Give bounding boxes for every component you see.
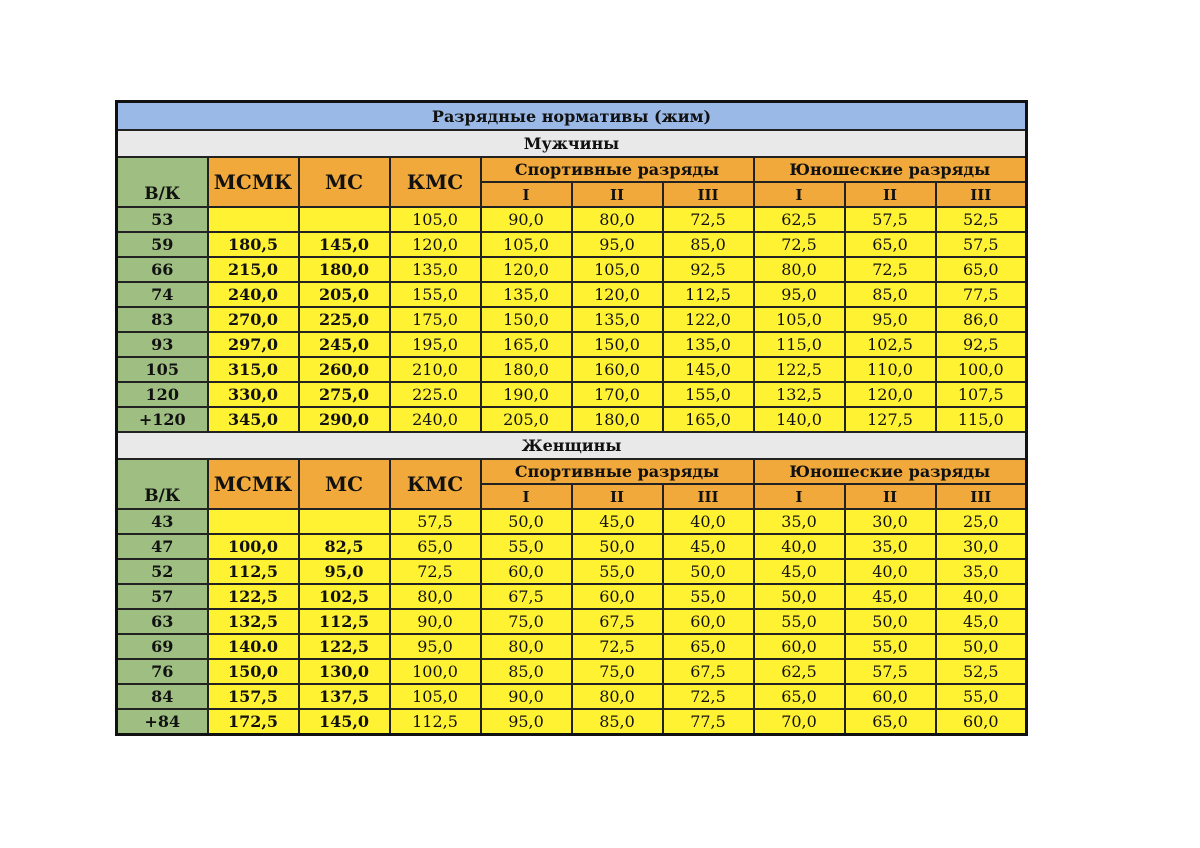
youth-rank-cell: 52,5 xyxy=(936,207,1027,232)
section-label: Женщины xyxy=(117,432,1027,459)
table-row xyxy=(117,382,1027,407)
sport-rank-cell: 105,0 xyxy=(572,257,663,282)
sport-rank-cell: 170,0 xyxy=(572,382,663,407)
sport-rank-cell: 72,5 xyxy=(663,207,754,232)
sport-rank-cell: 135,0 xyxy=(481,282,572,307)
msmk-cell: 270,0 xyxy=(208,307,299,332)
header-youth-rank-r3: III xyxy=(936,484,1027,509)
header-youth-ranks: Юношеские разряды xyxy=(754,459,1027,484)
weight-class-cell: 69 xyxy=(117,634,208,659)
header-weight-class: В/К xyxy=(117,459,208,509)
youth-rank-cell: 55,0 xyxy=(845,634,936,659)
youth-rank-cell: 122,5 xyxy=(754,357,845,382)
msmk-cell: 315,0 xyxy=(208,357,299,382)
header-youth-ranks: Юношеские разряды xyxy=(754,157,1027,182)
sport-rank-cell: 55,0 xyxy=(572,559,663,584)
ms-cell: 95,0 xyxy=(299,559,390,584)
youth-rank-cell: 100,0 xyxy=(936,357,1027,382)
weight-class-cell: +120 xyxy=(117,407,208,432)
youth-rank-cell: 115,0 xyxy=(754,332,845,357)
ms-cell: 245,0 xyxy=(299,332,390,357)
sport-rank-cell: 160,0 xyxy=(572,357,663,382)
youth-rank-cell: 25,0 xyxy=(936,509,1027,534)
sport-rank-cell: 105,0 xyxy=(481,232,572,257)
sport-rank-cell: 40,0 xyxy=(663,509,754,534)
youth-rank-cell: 72,5 xyxy=(754,232,845,257)
ms-cell: 137,5 xyxy=(299,684,390,709)
weight-class-cell: 57 xyxy=(117,584,208,609)
header-kms: КМС xyxy=(390,459,481,509)
youth-rank-cell: 57,5 xyxy=(845,207,936,232)
sport-rank-cell: 145,0 xyxy=(663,357,754,382)
sport-rank-cell: 180,0 xyxy=(481,357,572,382)
ms-cell xyxy=(299,509,390,534)
msmk-cell: 172,5 xyxy=(208,709,299,734)
table-row xyxy=(117,709,1027,734)
table-row xyxy=(117,534,1027,559)
weight-class-cell: 52 xyxy=(117,559,208,584)
kms-cell: 95,0 xyxy=(390,634,481,659)
kms-cell: 65,0 xyxy=(390,534,481,559)
youth-rank-cell: 57,5 xyxy=(936,232,1027,257)
weight-class-cell: 63 xyxy=(117,609,208,634)
youth-rank-cell: 95,0 xyxy=(754,282,845,307)
sport-rank-cell: 67,5 xyxy=(572,609,663,634)
ms-cell: 205,0 xyxy=(299,282,390,307)
weight-class-cell: 53 xyxy=(117,207,208,232)
youth-rank-cell: 60,0 xyxy=(936,709,1027,734)
sport-rank-cell: 72,5 xyxy=(572,634,663,659)
youth-rank-cell: 92,5 xyxy=(936,332,1027,357)
kms-cell: 195,0 xyxy=(390,332,481,357)
weight-class-cell: 74 xyxy=(117,282,208,307)
sport-rank-cell: 90,0 xyxy=(481,684,572,709)
table-title-row xyxy=(117,102,1027,131)
table-row xyxy=(117,634,1027,659)
youth-rank-cell: 107,5 xyxy=(936,382,1027,407)
section-label-row xyxy=(117,432,1027,459)
header-youth-rank-r1: I xyxy=(754,182,845,207)
header-row-groups xyxy=(117,157,1027,182)
youth-rank-cell: 60,0 xyxy=(754,634,845,659)
header-kms: КМС xyxy=(390,157,481,207)
sport-rank-cell: 180,0 xyxy=(572,407,663,432)
kms-cell: 240,0 xyxy=(390,407,481,432)
msmk-cell xyxy=(208,207,299,232)
header-sport-rank-r2: II xyxy=(572,484,663,509)
youth-rank-cell: 72,5 xyxy=(845,257,936,282)
youth-rank-cell: 50,0 xyxy=(754,584,845,609)
header-youth-rank-r3: III xyxy=(936,182,1027,207)
weight-class-cell: 105 xyxy=(117,357,208,382)
msmk-cell: 330,0 xyxy=(208,382,299,407)
sport-rank-cell: 55,0 xyxy=(663,584,754,609)
youth-rank-cell: 45,0 xyxy=(754,559,845,584)
table-title: Разрядные нормативы (жим) xyxy=(117,102,1027,131)
ms-cell xyxy=(299,207,390,232)
kms-cell: 100,0 xyxy=(390,659,481,684)
youth-rank-cell: 132,5 xyxy=(754,382,845,407)
sport-rank-cell: 50,0 xyxy=(663,559,754,584)
sport-rank-cell: 77,5 xyxy=(663,709,754,734)
norms-table-body xyxy=(117,102,1027,735)
kms-cell: 210,0 xyxy=(390,357,481,382)
header-sport-rank-r3: III xyxy=(663,484,754,509)
sport-rank-cell: 67,5 xyxy=(663,659,754,684)
sport-rank-cell: 60,0 xyxy=(663,609,754,634)
ms-cell: 122,5 xyxy=(299,634,390,659)
youth-rank-cell: 30,0 xyxy=(845,509,936,534)
kms-cell: 155,0 xyxy=(390,282,481,307)
youth-rank-cell: 70,0 xyxy=(754,709,845,734)
sport-rank-cell: 135,0 xyxy=(572,307,663,332)
msmk-cell: 150,0 xyxy=(208,659,299,684)
weight-class-cell: 93 xyxy=(117,332,208,357)
youth-rank-cell: 62,5 xyxy=(754,659,845,684)
msmk-cell: 157,5 xyxy=(208,684,299,709)
weight-class-cell: 84 xyxy=(117,684,208,709)
sport-rank-cell: 155,0 xyxy=(663,382,754,407)
sport-rank-cell: 120,0 xyxy=(481,257,572,282)
youth-rank-cell: 115,0 xyxy=(936,407,1027,432)
sport-rank-cell: 85,0 xyxy=(663,232,754,257)
sport-rank-cell: 50,0 xyxy=(572,534,663,559)
header-sport-rank-r1: I xyxy=(481,484,572,509)
header-sport-rank-r3: III xyxy=(663,182,754,207)
youth-rank-cell: 50,0 xyxy=(936,634,1027,659)
ms-cell: 290,0 xyxy=(299,407,390,432)
header-row-groups xyxy=(117,459,1027,484)
sport-rank-cell: 120,0 xyxy=(572,282,663,307)
header-sport-ranks: Спортивные разряды xyxy=(481,459,754,484)
sport-rank-cell: 55,0 xyxy=(481,534,572,559)
header-youth-rank-r1: I xyxy=(754,484,845,509)
sport-rank-cell: 45,0 xyxy=(663,534,754,559)
table-row xyxy=(117,307,1027,332)
msmk-cell: 122,5 xyxy=(208,584,299,609)
norms-table xyxy=(115,100,1028,736)
table-row xyxy=(117,407,1027,432)
sport-rank-cell: 150,0 xyxy=(572,332,663,357)
table-row xyxy=(117,509,1027,534)
youth-rank-cell: 35,0 xyxy=(754,509,845,534)
sport-rank-cell: 150,0 xyxy=(481,307,572,332)
kms-cell: 225.0 xyxy=(390,382,481,407)
msmk-cell: 132,5 xyxy=(208,609,299,634)
sport-rank-cell: 72,5 xyxy=(663,684,754,709)
kms-cell: 112,5 xyxy=(390,709,481,734)
youth-rank-cell: 102,5 xyxy=(845,332,936,357)
youth-rank-cell: 85,0 xyxy=(845,282,936,307)
sport-rank-cell: 92,5 xyxy=(663,257,754,282)
ms-cell: 275,0 xyxy=(299,382,390,407)
table-row xyxy=(117,232,1027,257)
table-row xyxy=(117,659,1027,684)
youth-rank-cell: 65,0 xyxy=(845,709,936,734)
kms-cell: 105,0 xyxy=(390,684,481,709)
weight-class-cell: 120 xyxy=(117,382,208,407)
msmk-cell xyxy=(208,509,299,534)
youth-rank-cell: 45,0 xyxy=(936,609,1027,634)
weight-class-cell: 76 xyxy=(117,659,208,684)
table-row xyxy=(117,207,1027,232)
ms-cell: 82,5 xyxy=(299,534,390,559)
ms-cell: 130,0 xyxy=(299,659,390,684)
table-row xyxy=(117,559,1027,584)
header-ms: МС xyxy=(299,157,390,207)
kms-cell: 175,0 xyxy=(390,307,481,332)
ms-cell: 225,0 xyxy=(299,307,390,332)
header-weight-class: В/К xyxy=(117,157,208,207)
sport-rank-cell: 80,0 xyxy=(572,207,663,232)
youth-rank-cell: 40,0 xyxy=(754,534,845,559)
sport-rank-cell: 60,0 xyxy=(572,584,663,609)
msmk-cell: 112,5 xyxy=(208,559,299,584)
header-youth-rank-r2: II xyxy=(845,182,936,207)
table-row xyxy=(117,609,1027,634)
kms-cell: 90,0 xyxy=(390,609,481,634)
kms-cell: 105,0 xyxy=(390,207,481,232)
table-row xyxy=(117,357,1027,382)
section-label-row xyxy=(117,130,1027,157)
section-label: Мужчины xyxy=(117,130,1027,157)
youth-rank-cell: 55,0 xyxy=(754,609,845,634)
header-ms: МС xyxy=(299,459,390,509)
sport-rank-cell: 60,0 xyxy=(481,559,572,584)
ms-cell: 145,0 xyxy=(299,232,390,257)
msmk-cell: 240,0 xyxy=(208,282,299,307)
youth-rank-cell: 55,0 xyxy=(936,684,1027,709)
ms-cell: 102,5 xyxy=(299,584,390,609)
kms-cell: 72,5 xyxy=(390,559,481,584)
sport-rank-cell: 85,0 xyxy=(572,709,663,734)
sport-rank-cell: 50,0 xyxy=(481,509,572,534)
sport-rank-cell: 80,0 xyxy=(481,634,572,659)
sport-rank-cell: 95,0 xyxy=(481,709,572,734)
ms-cell: 112,5 xyxy=(299,609,390,634)
youth-rank-cell: 60,0 xyxy=(845,684,936,709)
youth-rank-cell: 40,0 xyxy=(936,584,1027,609)
youth-rank-cell: 95,0 xyxy=(845,307,936,332)
sport-rank-cell: 190,0 xyxy=(481,382,572,407)
ms-cell: 145,0 xyxy=(299,709,390,734)
youth-rank-cell: 127,5 xyxy=(845,407,936,432)
sport-rank-cell: 80,0 xyxy=(572,684,663,709)
sport-rank-cell: 67,5 xyxy=(481,584,572,609)
kms-cell: 120,0 xyxy=(390,232,481,257)
table-row xyxy=(117,257,1027,282)
youth-rank-cell: 80,0 xyxy=(754,257,845,282)
norms-table-container xyxy=(115,100,1025,736)
youth-rank-cell: 35,0 xyxy=(936,559,1027,584)
kms-cell: 135,0 xyxy=(390,257,481,282)
weight-class-cell: 43 xyxy=(117,509,208,534)
youth-rank-cell: 52,5 xyxy=(936,659,1027,684)
sport-rank-cell: 75,0 xyxy=(572,659,663,684)
sport-rank-cell: 165,0 xyxy=(663,407,754,432)
weight-class-cell: +84 xyxy=(117,709,208,734)
sport-rank-cell: 45,0 xyxy=(572,509,663,534)
youth-rank-cell: 140,0 xyxy=(754,407,845,432)
sport-rank-cell: 205,0 xyxy=(481,407,572,432)
table-row xyxy=(117,282,1027,307)
msmk-cell: 297,0 xyxy=(208,332,299,357)
weight-class-cell: 59 xyxy=(117,232,208,257)
header-msmk: МСМК xyxy=(208,157,299,207)
youth-rank-cell: 105,0 xyxy=(754,307,845,332)
header-sport-ranks: Спортивные разряды xyxy=(481,157,754,182)
youth-rank-cell: 110,0 xyxy=(845,357,936,382)
sport-rank-cell: 65,0 xyxy=(663,634,754,659)
kms-cell: 80,0 xyxy=(390,584,481,609)
sport-rank-cell: 85,0 xyxy=(481,659,572,684)
youth-rank-cell: 77,5 xyxy=(936,282,1027,307)
sport-rank-cell: 90,0 xyxy=(481,207,572,232)
table-row xyxy=(117,332,1027,357)
sport-rank-cell: 95,0 xyxy=(572,232,663,257)
youth-rank-cell: 65,0 xyxy=(936,257,1027,282)
sport-rank-cell: 122,0 xyxy=(663,307,754,332)
weight-class-cell: 66 xyxy=(117,257,208,282)
youth-rank-cell: 120,0 xyxy=(845,382,936,407)
youth-rank-cell: 35,0 xyxy=(845,534,936,559)
sport-rank-cell: 165,0 xyxy=(481,332,572,357)
sport-rank-cell: 135,0 xyxy=(663,332,754,357)
ms-cell: 180,0 xyxy=(299,257,390,282)
sport-rank-cell: 112,5 xyxy=(663,282,754,307)
weight-class-cell: 47 xyxy=(117,534,208,559)
youth-rank-cell: 30,0 xyxy=(936,534,1027,559)
youth-rank-cell: 40,0 xyxy=(845,559,936,584)
youth-rank-cell: 62,5 xyxy=(754,207,845,232)
msmk-cell: 215,0 xyxy=(208,257,299,282)
header-youth-rank-r2: II xyxy=(845,484,936,509)
youth-rank-cell: 45,0 xyxy=(845,584,936,609)
kms-cell: 57,5 xyxy=(390,509,481,534)
header-msmk: МСМК xyxy=(208,459,299,509)
table-row xyxy=(117,584,1027,609)
youth-rank-cell: 65,0 xyxy=(845,232,936,257)
ms-cell: 260,0 xyxy=(299,357,390,382)
sport-rank-cell: 75,0 xyxy=(481,609,572,634)
weight-class-cell: 83 xyxy=(117,307,208,332)
msmk-cell: 100,0 xyxy=(208,534,299,559)
table-row xyxy=(117,684,1027,709)
msmk-cell: 345,0 xyxy=(208,407,299,432)
msmk-cell: 140.0 xyxy=(208,634,299,659)
header-sport-rank-r1: I xyxy=(481,182,572,207)
msmk-cell: 180,5 xyxy=(208,232,299,257)
youth-rank-cell: 57,5 xyxy=(845,659,936,684)
youth-rank-cell: 86,0 xyxy=(936,307,1027,332)
youth-rank-cell: 65,0 xyxy=(754,684,845,709)
youth-rank-cell: 50,0 xyxy=(845,609,936,634)
header-sport-rank-r2: II xyxy=(572,182,663,207)
